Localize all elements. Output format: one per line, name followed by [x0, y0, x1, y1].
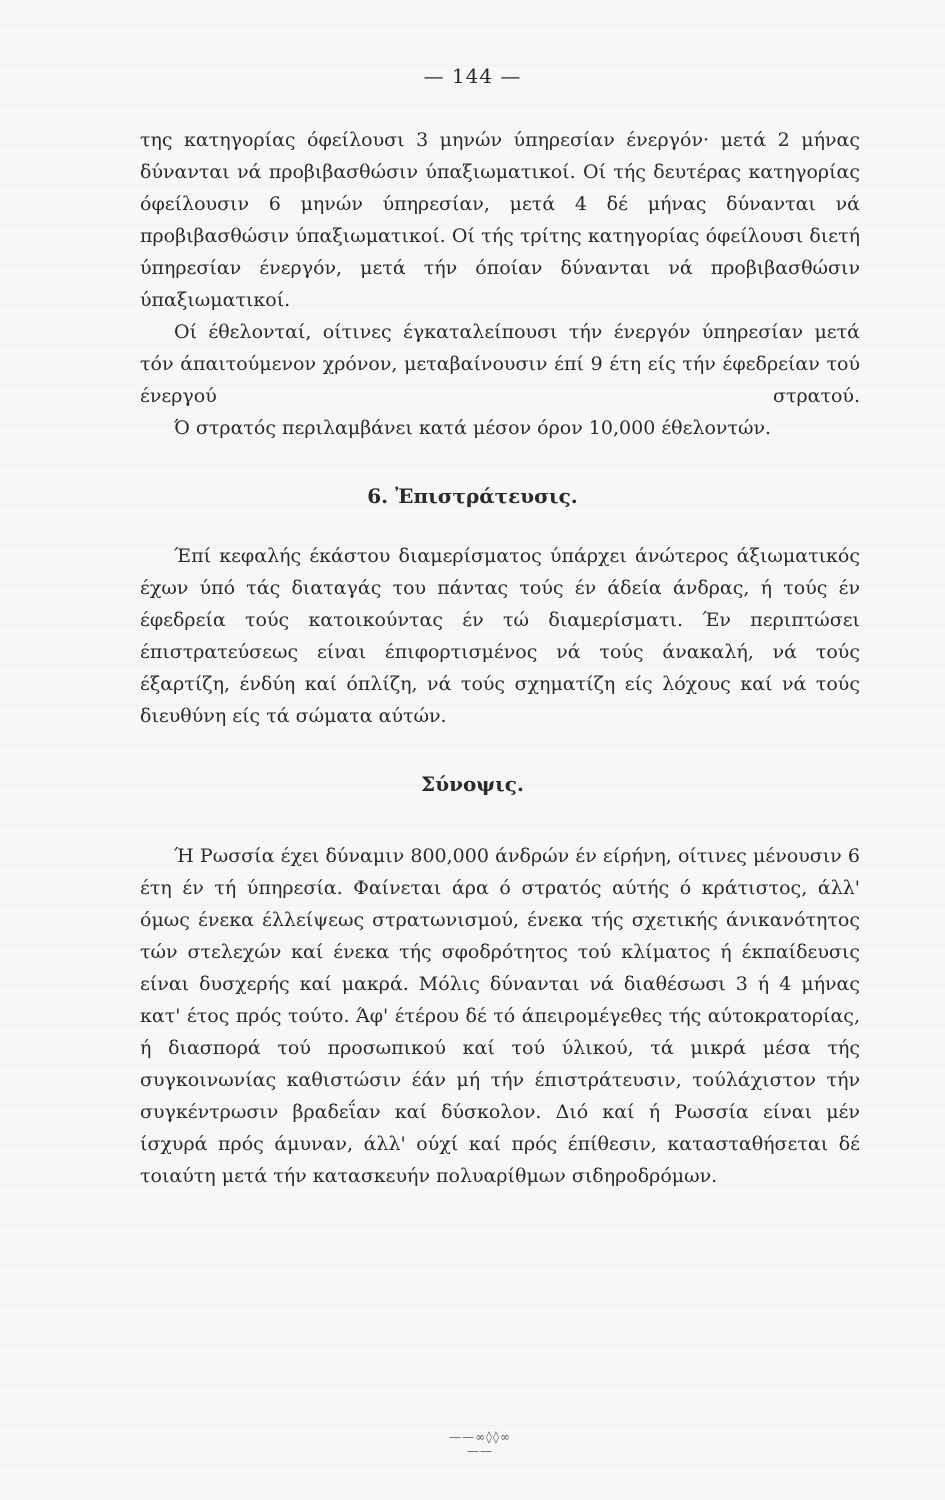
paragraph-mobilization: Έπί κεφαλής έκάστου διαμερίσματος ύπάρχει άνώτερος άξιωματικός έχων ύπό τάς διαταγάς του πάντας τούς έν άδεία άνδρας, ή τούς έν έφεδρεία τούς κατοικούντας έν τώ διαμερίσματι. Έν περιπτώσει έπιστρατεύσεως είναι έπιφορτισμένος νά τούς άνακαλή, νά τούς έξαρτίζη, ένδύη καί όπλίζη, νά τούς σχηματίζη είς λόχους καί νά τούς διευθύνη είς τά σώματα αύτών.	[140, 545, 860, 727]
section-2-text	[140, 540, 860, 732]
paragraph-categories: της κατηγορίας όφείλουσι 3 μηνών ύπηρεσίαν ένεργόν· μετά 2 μήνας δύνανται νά προβιβασθώσιν ύπαξιωματικοί. Οί τής δευτέρας κατηγορίας όφείλουσιν 6 μηνών ύπηρεσίαν, μετά 4 δέ μήνας δύνανται νά προβιβασθώσιν ύπαξιωματικοί. Οί τής τρίτης κατηγορίας όφείλουσι διετή ύπηρεσίαν ένεργόν, μετά τήν όποίαν δύνανται νά προβιβασθώσιν ύπαξιωματικοί.	[140, 129, 860, 311]
section-heading-mobilization: 6. Ἐπιστράτευσις.	[367, 484, 578, 508]
page-number: — 144 —	[423, 64, 522, 88]
end-ornament: ——∞◊◊∞——	[449, 1430, 511, 1458]
paragraph-summary: Ή Ρωσσία έχει δύναμιν 800,000 άνδρών έν είρήνη, οίτινες μένουσιν 6 έτη έν τή ύπηρεσία. Φαίνεται άρα ό στρατός αύτής ό κράτιστος, άλλ' όμως ένεκα έλλείψεως στρατωνισμού, ένεκα τής σχετικής άνικανότητος τών στελεχών καί ένεκα τής σφοδρότητος τού κλίματος ή έκπαίδευσις είναι δυσχερής καί μακρά. Μόλις δύνανται νά διαθέσωσι 3 ή 4 μήνας κατ' έτος πρός τούτο. Άφ' έτέρου δέ τό άπειρομέγεθες τής αύτοκρατορίας, ή διασπορά τού προσωπικού καί τού ύλικού, τά μικρά μέσα τής συγκοινωνίας καθιστώσιν έάν μή τήν έπιστράτευσιν, τούλάχιστον τήν συγκέντρωσιν βραδεΐαν καί δύσκολον. Διό καί ή Ρωσσία είναι μέν ίσχυρά πρός άμυναν, άλλ' ούχί καί πρός έπίθεσιν, κατασταθήσεται δέ τοιαύτη μετά τήν κατασκευήν πολυαρίθμων σιδηροδρόμων.	[140, 845, 860, 1187]
paragraph-army-volunteers-count: Ό στρατός περιλαμβάνει κατά μέσον όρον 10,000 έθελοντών.	[174, 417, 772, 439]
paragraph-volunteers: Οί έθελονταί, οίτινες έγκαταλείπουσι τήν ένεργόν ύπηρεσίαν μετά τόν άπαιτούμενον χρόνον, μεταβαίνουσιν έπί 9 έτη είς τήν έφεδρείαν τού ένεργού στρατού.	[140, 321, 860, 407]
section-3-text	[140, 840, 860, 1192]
section-1-text	[140, 124, 860, 444]
section-heading-summary: Σύνοψις.	[421, 772, 524, 796]
